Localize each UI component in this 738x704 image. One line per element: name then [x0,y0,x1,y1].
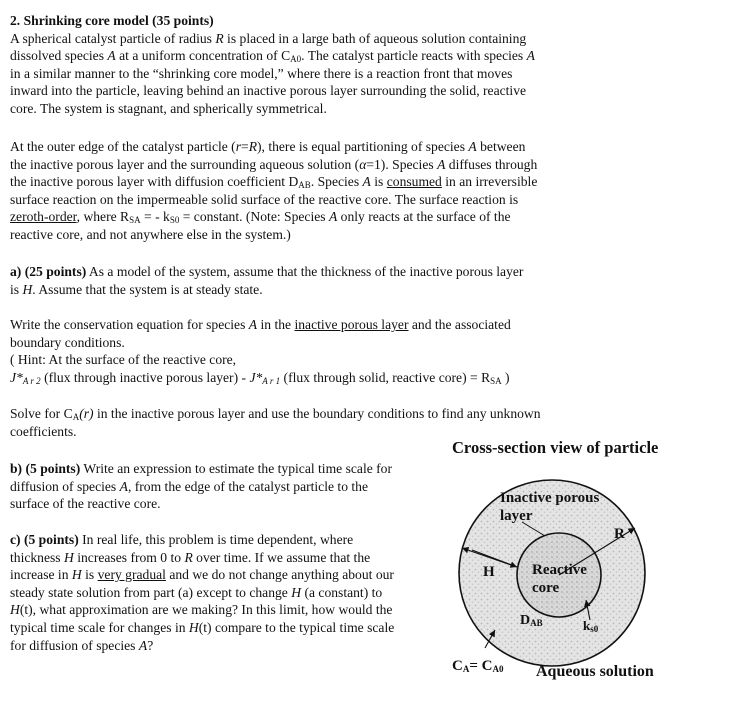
problem-paragraph-2 [10,138,537,244]
label-CA-eq-CA0: CA= CA0 [452,658,504,674]
part-c [10,531,394,654]
label-reactive-line2: core [532,580,560,596]
part-c-line-6: typical time scale for changes in H(t) compare to the typical time scale [10,619,395,635]
hint-line-2: $J*_{A r 2}$ (flux through inactive porous layer) - $J*_{A r 1}$ (flux through solid, reactive core) = $R_{SA}$ ) [10,369,510,386]
label-inactive-line2: layer [500,508,533,524]
problem-heading: 2. Shrinking core model (35 points) [10,13,214,28]
intro-line-2: dissolved species A at a uniform concentration of $C_{A0}$. The catalyst particle reacts with species A [10,48,535,65]
part-a-solve [10,405,541,440]
intro-line-1: A spherical catalyst particle of radius R is placed in a large bath of aqueous solution containing [10,30,527,46]
conservation-line-1: Write the conservation equation for species A in the inactive porous layer and the associated [10,317,511,332]
hint-line-1: ( Hint: At the surface of the reactive core, [10,352,237,368]
label-aqueous-solution: Aqueous solution [536,663,654,680]
para2-line-3: the inactive porous layer with diffusion coefficient $D_{AB}$. Species A is consumed in an irreversible [10,174,538,191]
para2-line-2: the inactive porous layer and the surrounding aqueous solution (α=1). Species A diffuses through [10,156,538,172]
solve-line-1: Solve for $C_A(r)$ in the inactive porous layer and use the boundary conditions to find any unknown [10,406,541,422]
para2-line-6: reactive core, and not anywhere else in the system.) [10,226,291,242]
label-reactive-line1: Reactive [532,562,587,578]
part-c-line-3: increase in H is very gradual and we do not change anything about our [10,567,394,583]
label-R: R [614,526,625,542]
label-H: H [483,564,495,580]
label-inactive-line1: Inactive porous [500,490,600,506]
figure-title: Cross-section view of particle [452,438,659,457]
part-b [10,460,392,513]
part-c-line-7: for diffusion of species A? [10,637,154,653]
intro-line-4: inward into the particle, leaving behind an inactive porous layer surrounding the solid, reactive [10,83,527,99]
part-c-line-4: steady state solution from part (a) except to change H (a constant) to [10,584,383,600]
part-a [10,263,523,298]
para2-line-1: At the outer edge of the catalyst particle (r=R), there is equal partitioning of species A between [10,139,526,154]
intro-line-5: core. The system is stagnant, and spherically symmetrical. [10,100,327,116]
solve-line-2: coefficients. [10,423,77,439]
part-b-line-1: b) (5 points) Write an expression to estimate the typical time scale for [10,461,393,476]
part-a-line-1: a) (25 points) As a model of the system, assume that the thickness of the inactive porous layer [10,264,524,279]
intro-line-3: in a similar manner to the “shrinking core model,” where there is a reaction front that moves [10,65,513,81]
part-a-line-2: is H. Assume that the system is at steady state. [10,281,263,297]
conservation-line-2: boundary conditions. [10,334,125,350]
label-ks0: ks0 [583,618,599,634]
label-DAB: DAB [520,613,543,628]
part-c-line-5: H(t), what approximation are we making? In this limit, how would the [10,602,393,618]
part-b-line-2: diffusion of species A, from the edge of the catalyst particle to the [10,478,368,494]
part-c-line-2: thickness H increases from 0 to R over time. If we assume that the [10,549,371,565]
problem-intro [10,12,535,118]
particle-cross-section [450,460,730,700]
part-c-line-1: c) (5 points) In real life, this problem is time dependent, where [10,532,354,547]
para2-line-5: zeroth-order, where $R_{SA}$ = - $k_{S0}$ = constant. (Note: Species A only reacts at the surface of the [10,209,511,226]
part-a-conservation [10,316,511,386]
para2-line-4: surface reaction on the impermeable solid surface of the reactive core. The surface reaction is [10,191,519,207]
part-b-line-3: surface of the reactive core. [10,496,161,512]
